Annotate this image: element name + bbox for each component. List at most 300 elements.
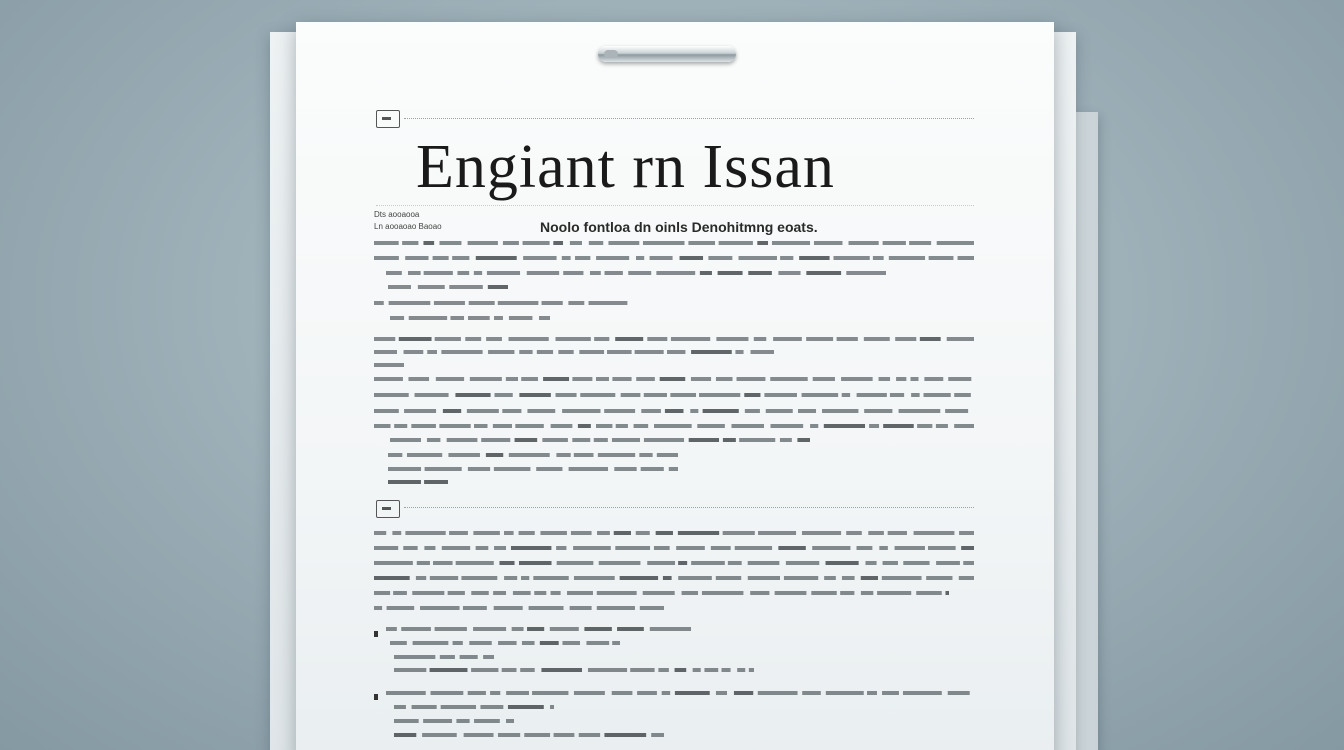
- text-word: [402, 241, 418, 245]
- text-word: [488, 350, 514, 354]
- text-word: [772, 241, 810, 245]
- text-word: [387, 606, 415, 610]
- text-word: [390, 438, 421, 442]
- text-word: [883, 424, 914, 428]
- text-word: [562, 256, 571, 260]
- text-word: [954, 393, 971, 397]
- text-word: [799, 256, 829, 260]
- text-word: [468, 467, 490, 471]
- text-word: [806, 271, 841, 275]
- text-word: [574, 691, 605, 695]
- text-word: [550, 705, 554, 709]
- text-word: [665, 409, 684, 413]
- text-word: [457, 271, 469, 275]
- text-word: [469, 641, 491, 645]
- text-word: [634, 424, 649, 428]
- text-word: [533, 576, 568, 580]
- text-word: [813, 377, 835, 381]
- text-word: [439, 241, 461, 245]
- text-word: [954, 424, 974, 428]
- text-word: [703, 409, 739, 413]
- text-word: [868, 531, 884, 535]
- text-word: [551, 424, 573, 428]
- text-word: [490, 691, 500, 695]
- text-word: [504, 531, 514, 535]
- text-word: [947, 337, 974, 341]
- text-word: [594, 438, 608, 442]
- text-word: [534, 591, 546, 595]
- text-word: [778, 546, 805, 550]
- text-word: [550, 627, 579, 631]
- text-word: [493, 424, 512, 428]
- text-word: [532, 691, 568, 695]
- text-word: [394, 424, 407, 428]
- text-word: [408, 377, 429, 381]
- text-word: [404, 409, 436, 413]
- text-word: [771, 424, 804, 428]
- text-word: [654, 546, 670, 550]
- text-word: [388, 480, 421, 484]
- text-word: [449, 531, 468, 535]
- text-word: [554, 733, 575, 737]
- text-word: [584, 627, 611, 631]
- text-word: [690, 409, 698, 413]
- page-title: Engiant rn Issan: [416, 133, 835, 201]
- text-word: [811, 591, 836, 595]
- text-word: [945, 409, 968, 413]
- text-word: [483, 655, 494, 659]
- text-word: [424, 480, 448, 484]
- text-word: [641, 467, 664, 471]
- text-word: [558, 350, 573, 354]
- text-word: [523, 256, 556, 260]
- text-word: [693, 668, 701, 672]
- text-word: [439, 424, 470, 428]
- text-word: [568, 301, 584, 305]
- text-word: [481, 438, 510, 442]
- text-word: [775, 591, 807, 595]
- text-word: [374, 241, 399, 245]
- text-word: [575, 256, 590, 260]
- text-word: [434, 301, 465, 305]
- text-word: [647, 561, 675, 565]
- text-word: [374, 337, 395, 341]
- text-word: [415, 393, 449, 397]
- text-word: [520, 668, 534, 672]
- text-word: [721, 668, 730, 672]
- text-word: [423, 719, 452, 723]
- text-word: [513, 591, 531, 595]
- text-word: [882, 576, 922, 580]
- text-word: [914, 531, 955, 535]
- text-word: [455, 393, 490, 397]
- text-word: [936, 424, 948, 428]
- text-word: [433, 256, 449, 260]
- text-word: [826, 561, 859, 565]
- text-word: [374, 409, 399, 413]
- text-word: [463, 606, 487, 610]
- text-word: [691, 377, 711, 381]
- text-word: [570, 241, 582, 245]
- text-word: [570, 606, 592, 610]
- text-word: [731, 424, 764, 428]
- text-word: [936, 561, 960, 565]
- text-word: [435, 337, 461, 341]
- text-word: [473, 627, 506, 631]
- text-word: [833, 256, 869, 260]
- text-word: [650, 256, 673, 260]
- text-word: [917, 424, 932, 428]
- text-word: [519, 531, 535, 535]
- text-word: [699, 393, 740, 397]
- text-word: [773, 337, 802, 341]
- text-word: [394, 733, 416, 737]
- text-word: [754, 337, 766, 341]
- text-word: [644, 438, 684, 442]
- text-word: [488, 285, 508, 289]
- text-word: [557, 561, 594, 565]
- text-word: [928, 546, 956, 550]
- text-word: [680, 256, 704, 260]
- text-word: [644, 393, 667, 397]
- text-word: [536, 467, 562, 471]
- text-word: [778, 271, 800, 275]
- text-word: [506, 719, 514, 723]
- text-word: [909, 241, 931, 245]
- text-word: [697, 424, 725, 428]
- text-word: [412, 591, 444, 595]
- text-word: [716, 377, 733, 381]
- text-word: [588, 668, 627, 672]
- text-word: [812, 546, 850, 550]
- text-word: [580, 393, 615, 397]
- text-word: [758, 531, 796, 535]
- text-word: [494, 546, 506, 550]
- text-word: [394, 655, 435, 659]
- text-word: [493, 591, 506, 595]
- text-word: [374, 591, 390, 595]
- text-word: [612, 438, 640, 442]
- text-word: [543, 377, 569, 381]
- text-word: [924, 377, 943, 381]
- text-word: [929, 256, 954, 260]
- text-word: [612, 641, 620, 645]
- text-word: [688, 241, 715, 245]
- text-word: [394, 719, 419, 723]
- text-word: [612, 691, 633, 695]
- text-word: [744, 393, 760, 397]
- text-word: [515, 438, 538, 442]
- text-word: [920, 337, 941, 341]
- text-word: [890, 393, 904, 397]
- text-word: [678, 576, 712, 580]
- text-word: [468, 241, 498, 245]
- text-word: [509, 316, 533, 320]
- text-word: [443, 409, 461, 413]
- text-word: [498, 641, 516, 645]
- text-word: [640, 606, 664, 610]
- text-word: [599, 561, 641, 565]
- text-word: [374, 377, 403, 381]
- text-word: [849, 241, 879, 245]
- text-word: [802, 531, 841, 535]
- text-word: [562, 641, 580, 645]
- text-word: [616, 424, 628, 428]
- text-word: [527, 271, 559, 275]
- text-word: [461, 576, 497, 580]
- text-word: [401, 627, 431, 631]
- text-word: [889, 256, 925, 260]
- text-word: [471, 591, 488, 595]
- text-word: [465, 337, 481, 341]
- text-word: [660, 377, 686, 381]
- text-word: [453, 641, 463, 645]
- text-word: [394, 705, 406, 709]
- text-word: [739, 256, 777, 260]
- text-word: [388, 467, 421, 471]
- text-word: [676, 546, 705, 550]
- text-word: [797, 438, 810, 442]
- text-word: [541, 668, 582, 672]
- text-word: [737, 377, 766, 381]
- text-word: [700, 271, 712, 275]
- text-word: [895, 546, 925, 550]
- text-word: [442, 546, 470, 550]
- text-word: [704, 668, 718, 672]
- text-word: [877, 591, 911, 595]
- text-word: [635, 350, 664, 354]
- text-word: [417, 561, 430, 565]
- text-word: [519, 561, 552, 565]
- text-word: [708, 256, 732, 260]
- text-word: [519, 350, 532, 354]
- text-word: [837, 337, 858, 341]
- text-word: [529, 606, 564, 610]
- text-word: [786, 561, 819, 565]
- text-word: [735, 350, 743, 354]
- text-word: [474, 719, 500, 723]
- text-word: [394, 668, 426, 672]
- text-word: [427, 438, 440, 442]
- text-word: [540, 531, 566, 535]
- text-word: [413, 641, 449, 645]
- text-word: [948, 691, 970, 695]
- text-word: [745, 409, 760, 413]
- text-word: [911, 393, 919, 397]
- text-word: [448, 591, 465, 595]
- text-word: [841, 377, 873, 381]
- text-word: [916, 591, 942, 595]
- text-word: [716, 691, 727, 695]
- text-word: [959, 531, 974, 535]
- text-word: [643, 591, 675, 595]
- text-word: [678, 561, 687, 565]
- text-word: [508, 705, 544, 709]
- text-word: [386, 271, 402, 275]
- text-word: [675, 668, 687, 672]
- text-word: [476, 256, 517, 260]
- text-word: [589, 241, 603, 245]
- header-label-1: Dts aooaooa: [374, 210, 420, 219]
- text-word: [430, 576, 458, 580]
- text-word: [670, 393, 696, 397]
- text-word: [498, 733, 520, 737]
- text-word: [734, 691, 753, 695]
- text-word: [628, 271, 651, 275]
- text-word: [589, 301, 628, 305]
- text-word: [614, 467, 636, 471]
- text-word: [521, 377, 538, 381]
- text-word: [883, 561, 898, 565]
- text-word: [474, 271, 482, 275]
- text-word: [780, 438, 792, 442]
- text-word: [374, 363, 404, 367]
- text-word: [867, 691, 877, 695]
- text-word: [620, 576, 658, 580]
- text-word: [464, 733, 494, 737]
- text-word: [826, 691, 864, 695]
- text-word: [504, 576, 517, 580]
- text-word: [494, 467, 531, 471]
- text-word: [433, 561, 453, 565]
- text-word: [571, 531, 592, 535]
- text-word: [440, 655, 455, 659]
- text-word: [598, 453, 635, 457]
- text-word: [424, 271, 453, 275]
- text-word: [678, 531, 719, 535]
- text-word: [435, 627, 467, 631]
- text-word: [636, 256, 644, 260]
- text-word: [452, 256, 469, 260]
- text-word: [750, 591, 769, 595]
- text-word: [824, 576, 836, 580]
- text-word: [748, 271, 772, 275]
- text-word: [523, 241, 550, 245]
- text-word: [374, 301, 384, 305]
- text-word: [888, 531, 907, 535]
- text-word: [579, 733, 600, 737]
- text-word: [393, 591, 407, 595]
- text-word: [749, 668, 754, 672]
- text-word: [556, 393, 577, 397]
- text-word: [615, 337, 643, 341]
- text-word: [412, 705, 437, 709]
- text-word: [551, 591, 561, 595]
- text-word: [467, 409, 499, 413]
- text-word: [519, 393, 550, 397]
- text-word: [562, 409, 600, 413]
- text-word: [468, 691, 486, 695]
- text-word: [374, 531, 386, 535]
- text-word: [527, 409, 555, 413]
- text-word: [468, 316, 490, 320]
- text-word: [390, 641, 407, 645]
- text-word: [879, 546, 888, 550]
- text-word: [594, 337, 609, 341]
- text-word: [416, 576, 426, 580]
- text-word: [473, 531, 500, 535]
- text-word: [879, 377, 891, 381]
- text-word: [637, 691, 657, 695]
- text-word: [802, 691, 821, 695]
- text-word: [958, 256, 974, 260]
- text-word: [506, 377, 518, 381]
- text-word: [506, 691, 529, 695]
- text-word: [937, 241, 974, 245]
- document-page: [296, 22, 1054, 750]
- text-word: [896, 377, 906, 381]
- text-word: [502, 409, 521, 413]
- text-word: [574, 453, 594, 457]
- text-word: [903, 561, 929, 565]
- text-word: [563, 271, 583, 275]
- text-word: [864, 409, 892, 413]
- text-word: [586, 641, 609, 645]
- text-word: [656, 531, 673, 535]
- header-label-2: Ln aooaoao Baoao: [374, 222, 442, 231]
- text-word: [798, 409, 816, 413]
- text-word: [636, 531, 650, 535]
- text-word: [495, 393, 513, 397]
- text-word: [374, 256, 399, 260]
- text-word: [404, 350, 424, 354]
- text-word: [389, 301, 431, 305]
- text-word: [597, 531, 610, 535]
- text-word: [945, 591, 949, 595]
- text-word: [386, 627, 397, 631]
- text-word: [810, 424, 818, 428]
- text-word: [873, 256, 884, 260]
- text-word: [667, 350, 685, 354]
- text-word: [963, 561, 974, 565]
- text-word: [572, 377, 592, 381]
- text-word: [386, 691, 426, 695]
- text-word: [643, 241, 685, 245]
- text-word: [418, 285, 445, 289]
- text-word: [865, 561, 876, 565]
- text-word: [861, 576, 878, 580]
- text-word: [553, 241, 563, 245]
- text-word: [671, 337, 710, 341]
- text-word: [431, 691, 464, 695]
- text-word: [883, 241, 906, 245]
- text-word: [691, 561, 725, 565]
- text-word: [569, 467, 608, 471]
- text-word: [590, 271, 601, 275]
- text-word: [515, 424, 544, 428]
- text-word: [374, 606, 382, 610]
- text-word: [630, 668, 654, 672]
- text-word: [716, 337, 748, 341]
- text-word: [751, 350, 774, 354]
- text-word: [651, 733, 664, 737]
- text-word: [498, 301, 539, 305]
- text-word: [596, 377, 609, 381]
- text-word: [739, 438, 775, 442]
- text-word: [403, 546, 417, 550]
- text-word: [486, 453, 503, 457]
- text-word: [961, 546, 974, 550]
- text-word: [460, 655, 478, 659]
- text-word: [405, 256, 428, 260]
- text-word: [770, 377, 807, 381]
- text-word: [390, 316, 404, 320]
- text-word: [663, 576, 672, 580]
- text-word: [537, 350, 553, 354]
- text-word: [499, 561, 514, 565]
- text-word: [748, 561, 780, 565]
- text-word: [723, 531, 755, 535]
